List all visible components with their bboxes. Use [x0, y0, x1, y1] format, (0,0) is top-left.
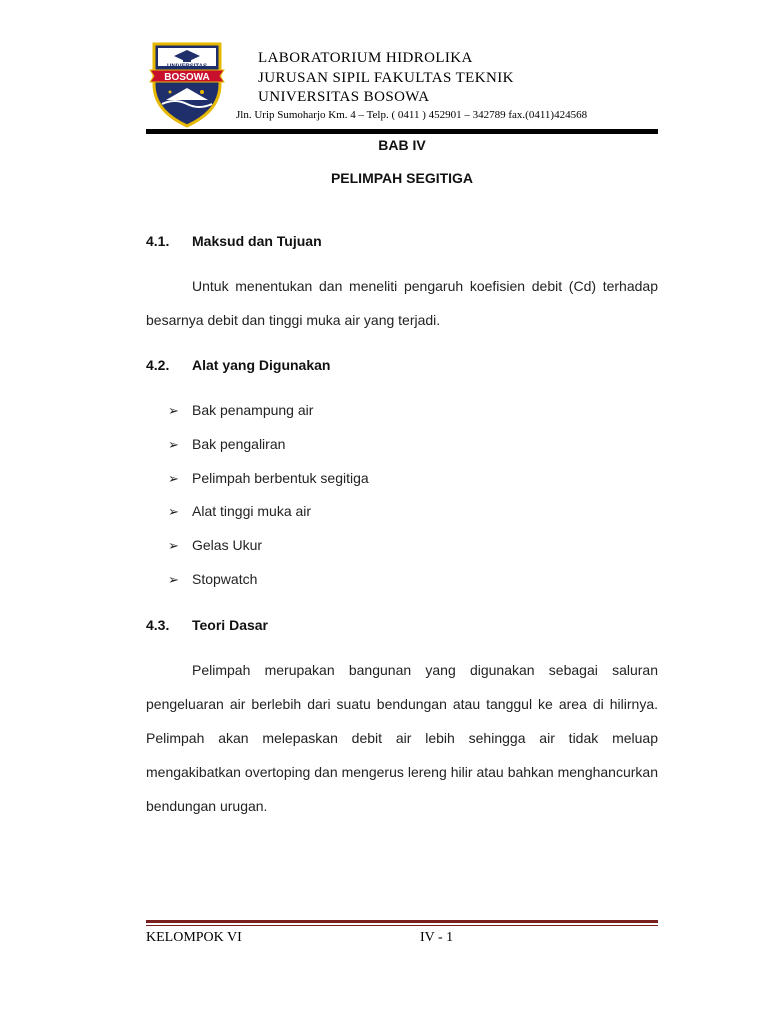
chapter-title: PELIMPAH SEGITIGA — [330, 170, 474, 186]
list-item: ➢ Bak penampung air — [168, 402, 314, 418]
list-item: ➢ Alat tinggi muka air — [168, 503, 312, 519]
header-rule — [146, 129, 658, 134]
section-heading-4-1 — [146, 233, 322, 249]
list-item: ➢ Stopwatch — [168, 571, 258, 587]
section-heading-4-3 — [146, 617, 268, 633]
list-item: ➢ Gelas Ukur — [168, 537, 263, 553]
department-name: JURUSAN SIPIL FAKULTAS TEKNIK — [258, 70, 514, 86]
section-number: 4.1. — [146, 233, 170, 249]
section-paragraph: Untuk menentukan dan meneliti pengaruh koefisien debit (Cd) terhadap besarnya debit dan tinggi muka air yang terjadi. — [146, 278, 658, 328]
page-number: IV - 1 — [420, 930, 454, 945]
section-title: Maksud dan Tujuan — [192, 233, 322, 249]
section-title: Alat yang Digunakan — [192, 357, 331, 373]
arrowhead-bullet-icon: ➢ — [168, 437, 179, 452]
university-logo — [148, 40, 226, 128]
arrowhead-bullet-icon: ➢ — [168, 403, 179, 418]
arrowhead-bullet-icon: ➢ — [168, 504, 179, 519]
section-number: 4.3. — [146, 617, 170, 633]
logo-wordmark: BOSOWA — [164, 72, 210, 83]
list-item: ➢ Bak pengaliran — [168, 436, 286, 452]
footer-rule — [146, 920, 658, 923]
chapter-number: BAB IV — [378, 137, 426, 153]
section-paragraph: Pelimpah merupakan bangunan yang digunakan sebagai saluran pengeluaran air berlebih dari suatu bendungan atau tanggul ke area di hilirnya. Pelimpah akan melepaskan debit air lebih sehingga air tidak meluap mengakibatkan overtoping dan mengerus lereng hilir atau bahkan menghancurkan bendungan urugan. — [146, 662, 658, 814]
address-line: Jln. Urip Sumoharjo Km. 4 – Telp. ( 0411 ) 452901 – 342789 fax.(0411)424568 — [236, 109, 588, 121]
logo-top-text: UNIVERSITAS — [167, 64, 207, 70]
university-name: UNIVERSITAS BOSOWA — [258, 89, 430, 105]
arrowhead-bullet-icon: ➢ — [168, 471, 179, 486]
section-number: 4.2. — [146, 357, 170, 373]
arrowhead-bullet-icon: ➢ — [168, 572, 179, 587]
footer-rule-thin — [146, 925, 658, 926]
section-title: Teori Dasar — [192, 617, 268, 633]
section-heading-4-2 — [146, 357, 330, 373]
arrowhead-bullet-icon: ➢ — [168, 538, 179, 553]
footer-group-label: KELOMPOK VI — [146, 930, 242, 945]
list-item: ➢ Pelimpah berbentuk segitiga — [168, 470, 369, 486]
lab-name: LABORATORIUM HIDROLIKA — [258, 50, 473, 66]
